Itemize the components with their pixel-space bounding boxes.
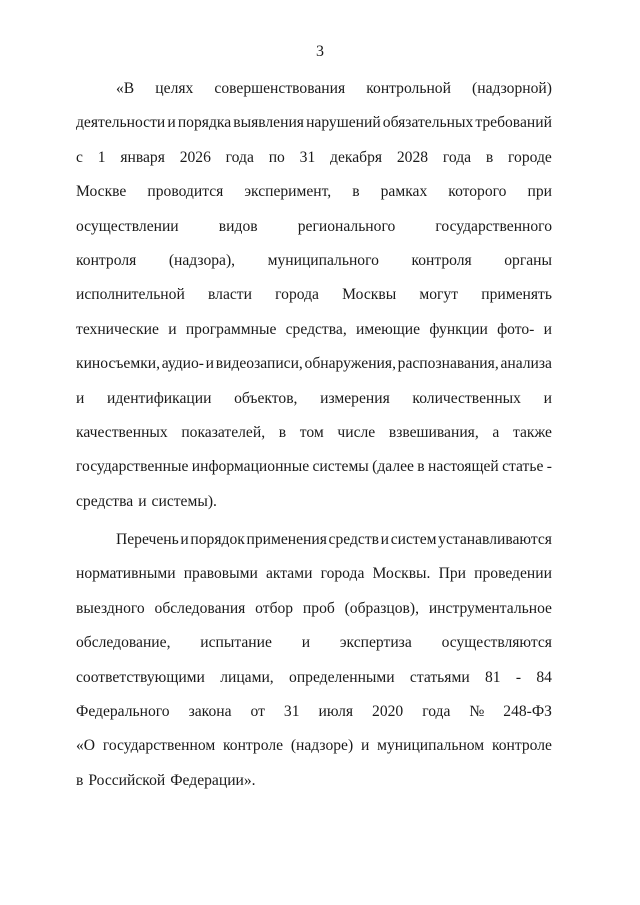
text-line: Перечень и порядок применения средств и систем устанавливаются: [116, 531, 552, 548]
text-line: государственные информационные системы (далее в настоящей статье -: [76, 458, 552, 476]
text-line: осуществлении видов регионального государственного: [76, 217, 552, 235]
text-line: нормативными правовыми актами города Москвы. При проведении: [76, 565, 552, 583]
text-line: с 1 января 2026 года по 31 декабря 2028 года в городе: [76, 148, 552, 166]
text-line: соответствующими лицами, определенными статьями 81 - 84: [76, 668, 552, 686]
text-line: обследование, испытание и экспертиза осуществляются: [76, 634, 552, 652]
text-line: Москве проводится эксперимент, в рамках которого при: [76, 183, 552, 201]
page-number: 3: [316, 43, 324, 60]
text-line: выездного обследования отбор проб (образцов), инструментальное: [76, 599, 552, 617]
text-line: деятельности и порядка выявления нарушений обязательных требований: [76, 114, 552, 132]
text-line: Федерального закона от 31 июля 2020 года № 248-ФЗ: [76, 703, 552, 720]
text-line: исполнительной власти города Москвы могут применять: [76, 286, 552, 304]
text-line: киносъемки, аудио- и видеозаписи, обнаружения, распознавания, анализа: [76, 355, 552, 373]
text-line: «В целях совершенствования контрольной (надзорной): [116, 80, 552, 97]
text-line: и идентификации объектов, измерения количественных и: [76, 389, 552, 407]
text-line: контроля (надзора), муниципального контроля органы: [76, 252, 552, 269]
text-line: качественных показателей, в том числе взвешивания, а также: [76, 424, 552, 441]
text-line: технические и программные средства, имеющие функции фото- и: [76, 320, 552, 338]
text-line: «О государственном контроле (надзоре) и муниципальном контроле: [76, 737, 552, 755]
text-line: в Российской Федерации».: [76, 771, 256, 789]
text-line: средства и системы).: [76, 492, 217, 510]
